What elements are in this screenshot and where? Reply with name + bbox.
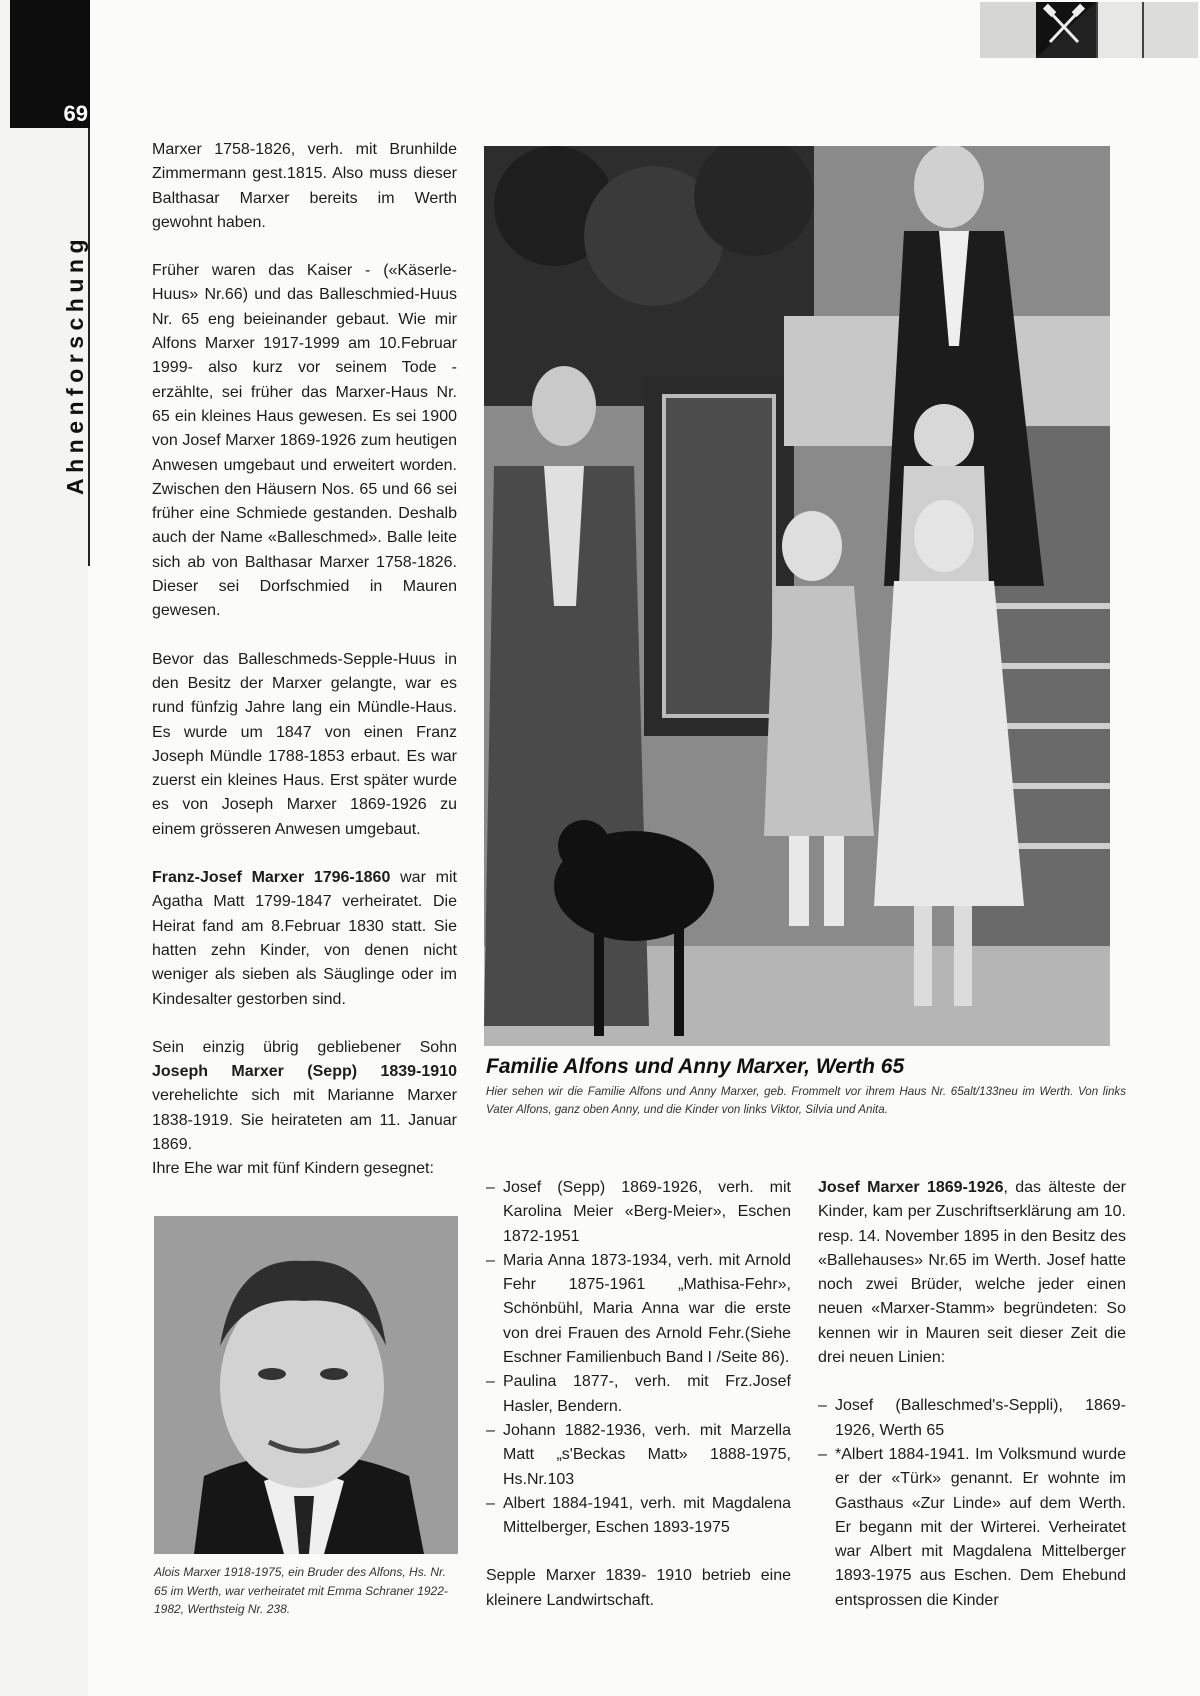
list-item: – Maria Anna 1873-1934, verh. mit Arnold Fehr 1875-1961 „Mathisa-Fehr», Schönbühl, Maria Anna war die erste von drei Frauen des Arnold Fehr.(Siehe Eschner Familienbuch Band I /Seite 86). <box>486 1249 791 1370</box>
lines-list <box>818 1394 1126 1613</box>
paragraph-text: war mit Agatha Matt 1799-1847 verheiratet. Die Heirat fand am 8.Februar 1830 statt. Sie hatten zehn Kinder, von denen nicht weniger als sieben als Säuglinge oder im Kindesalter gestorben sind. <box>152 869 457 1008</box>
paragraph: Bevor das Balleschmeds-Sepple-Huus in den Besitz der Marxer gelangte, war es rund fünfzig Jahre lang ein Mündle-Haus. Es wurde um 1847 von einen Franz Joseph Mündle 1788-1853 erbaut. Es war zuerst ein kleines Haus. Erst später wurde es von Joseph Marxer 1869-1926 zu einem grösseren Anwesen umgebaut. <box>152 650 457 838</box>
corner-box <box>1096 2 1142 58</box>
portrait-caption: Alois Marxer 1918-1975, ein Bruder des Alfons, Hs. Nr. 65 im Werth, war verheiratet mit Emma Schraner 1922-1982, Werthsteig Nr. 238. <box>154 1565 448 1616</box>
paragraph-text: verehelichte sich mit Marianne Marxer 1838-1919. Sie heirateten am 11. Januar 1869. <box>152 1087 457 1153</box>
family-photo <box>484 146 1110 1046</box>
list-item: – Paulina 1877-, verh. mit Frz.Josef Hasler, Bendern. <box>486 1370 791 1419</box>
paragraph: Marxer 1758-1826, verh. mit Brunhilde Zimmermann gest.1815. Also muss dieser Balthasar Marxer bereits im Werth gewohnt haben. <box>152 141 457 231</box>
paragraph-text: Sein einzig übrig gebliebener Sohn <box>152 1038 457 1056</box>
corner-decoration <box>980 2 1198 58</box>
paragraph-text: , das älteste der Kinder, kam per Zuschriftserklärung am 10. resp. 14. November 1895 in den Besitz des «Ballehauses» Nr.65 im Werth. Josef hatte noch zwei Brüder, welche jeder einen neuen «Marxer-Stamm» begründeten: So kennen wir in Mauren seit dieser Zeit die drei neuen Linien: <box>818 1179 1126 1367</box>
section-title: Ahnenforschung <box>62 234 88 495</box>
list-item: – Albert 1884-1941, verh. mit Magdalena Mittelberger, Eschen 1893-1975 <box>486 1492 791 1541</box>
paragraph <box>152 1036 457 1157</box>
list-item: – Josef (Balleschmed's-Seppli), 1869-1926, Werth 65 <box>818 1394 1126 1443</box>
paragraph: Früher waren das Kaiser - («Käserle-Huus» Nr.66) und das Balleschmied-Huus Nr. 65 eng beieinander gebaut. Wie mir Alfons Marxer 1917-1999 am 10.Februar 1999- also kurz vor seinem Tode - erzählte, sei früher das Marxer-Haus Nr. 65 ein kleines Haus gewesen. Es sei 1900 von Josef Marxer 1869-1926 zum heutigen Anwesen umgebaut und erweitert worden. Zwischen den Häusern Nos. 65 und 66 sei früher eine Schmiede gestanden. Deshalb auch der Name «Balleschmed». Balle leite sich ab von Balthasar Marxer 1758-1826. Dieser sei Dorfschmied in Mauren gewesen. <box>152 262 457 620</box>
column-3 <box>818 1176 1126 1613</box>
list-item: – Johann 1882-1936, verh. mit Marzella Matt „s'Beckas Matt» 1888-1975, Hs.Nr.103 <box>486 1419 791 1492</box>
paragraph <box>152 866 457 1012</box>
crossed-hammers-icon <box>1036 2 1096 58</box>
portrait-photo <box>154 1216 458 1554</box>
column-1 <box>152 138 457 1182</box>
corner-box <box>980 2 1036 58</box>
family-photo-caption-title: Familie Alfons und Anny Marxer, Werth 65 <box>486 1055 905 1078</box>
bold-name: Joseph Marxer (Sepp) 1839-1910 <box>152 1063 457 1081</box>
column-2 <box>486 1176 791 1613</box>
bold-name: Franz-Josef Marxer 1796-1860 <box>152 869 391 887</box>
bold-name: Josef Marxer 1869-1926 <box>818 1179 1004 1196</box>
corner-box <box>1142 2 1198 58</box>
paragraph <box>818 1176 1126 1370</box>
paragraph: Sepple Marxer 1839- 1910 betrieb eine kleinere Landwirtschaft. <box>486 1567 791 1609</box>
page-number: 69 <box>63 101 88 126</box>
list-item: – *Albert 1884-1941. Im Volksmund wurde er der «Türk» genannt. Er wohnte im Gasthaus «Zur Linde» auf dem Werth. Er begann mit der Wirterei. Verheiratet war Albert mit Magdalena Mittelberger 1893-1975 aus Eschen. Dem Ehebund entsprossen die Kinder <box>818 1443 1126 1613</box>
list-item: – Josef (Sepp) 1869-1926, verh. mit Karolina Meier «Berg-Meier», Eschen 1872-1951 <box>486 1176 791 1249</box>
paragraph: Ihre Ehe war mit fünf Kindern gesegnet: <box>152 1160 434 1178</box>
family-photo-caption: Hier sehen wir die Familie Alfons und Anny Marxer, geb. Frommelt vor ihrem Haus Nr. 65alt/133neu im Werth. Von links Vater Alfons, ganz oben Anny, und die Kinder von links Viktor, Silvia und Anita. <box>486 1085 1126 1116</box>
children-list <box>486 1176 791 1540</box>
